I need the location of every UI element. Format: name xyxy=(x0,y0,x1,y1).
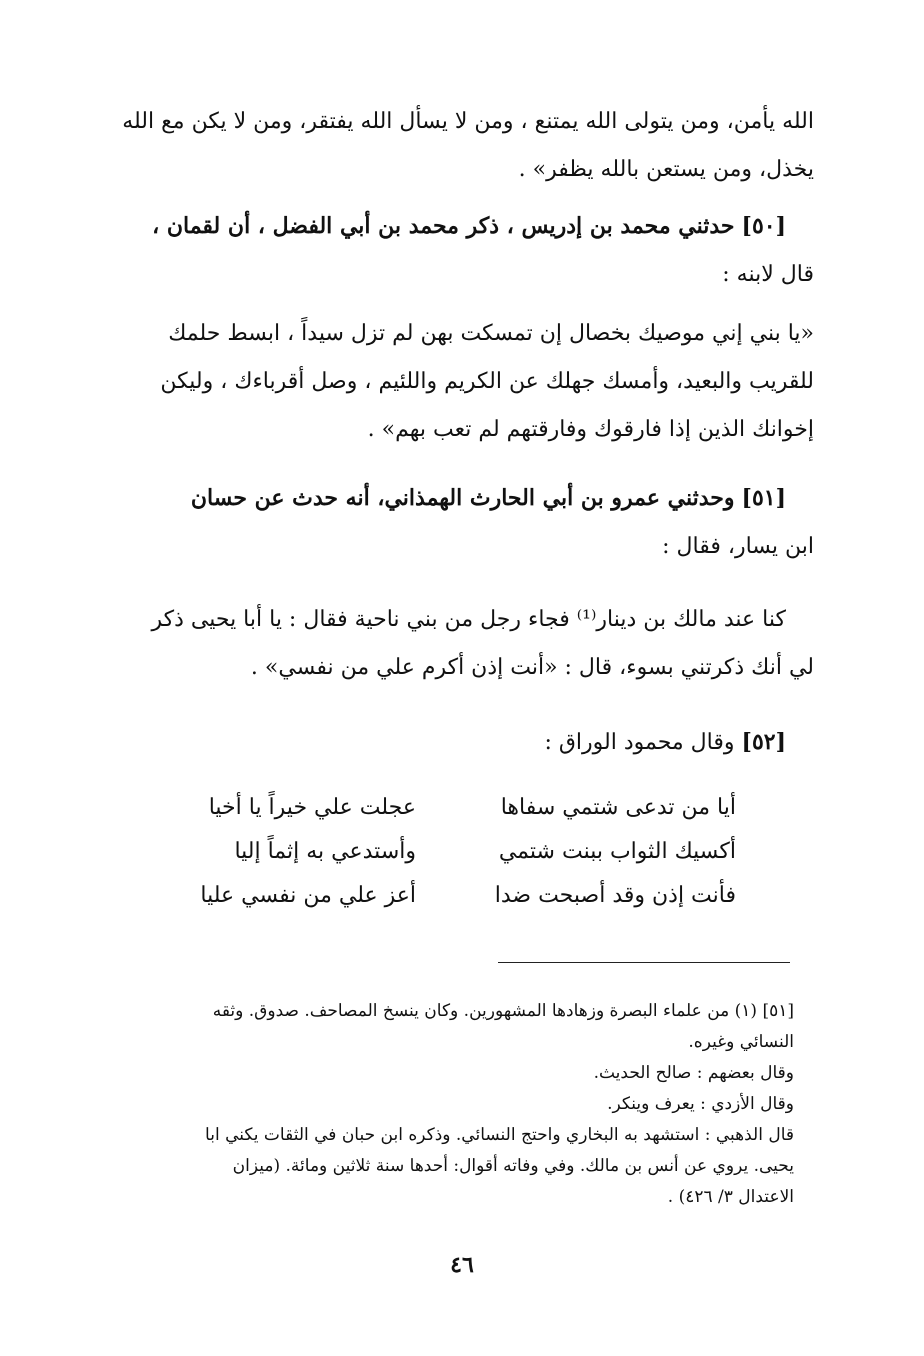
text-line: للقريب والبعيد، وأمسك جهلك عن الكريم واللئيم ، وصل أقرباءك ، وليكن xyxy=(160,369,814,394)
text-line: يخذل، ومن يستعن بالله يظفر» . xyxy=(518,157,814,182)
poem-hemistich-left: عجلت علي خيراً يا أخيا xyxy=(208,795,416,820)
paragraph-malik xyxy=(60,596,814,692)
paragraph-51 xyxy=(60,474,814,571)
paragraph-50 xyxy=(60,202,814,299)
poem xyxy=(116,786,736,918)
paragraph-52 xyxy=(60,718,814,767)
text-line: «يا بني إني موصيك بخصال إن تمسكت بهن لم تزل سيداً ، ابسط حلمك xyxy=(168,321,814,346)
text-line xyxy=(60,474,814,523)
text-line xyxy=(60,718,814,767)
poem-hemistich-right: فأنت إذن وقد أصبحت ضدا xyxy=(494,883,736,908)
text-line: ابن يسار، فقال : xyxy=(662,534,814,559)
text-line: إخوانك الذين إذا فارقوك وفارقتهم لم تعب بهم» . xyxy=(367,417,814,442)
footnote-line: قال الذهبي : استشهد به البخاري واحتج النسائي. وذكره ابن حبان في الثقات يكني ابا xyxy=(205,1125,794,1145)
footnotes xyxy=(60,996,794,1213)
text-line: لي أنك ذكرتني بسوء، قال : «أنت إذن أكرم علي من نفسي» . xyxy=(250,655,814,680)
footnote-line: النسائي وغيره. xyxy=(688,1032,794,1052)
entry-number: [٥٠] xyxy=(741,213,786,239)
poem-verse xyxy=(116,830,736,874)
poem-hemistich-right: أيا من تدعى شتمي سفاها xyxy=(500,795,736,820)
text-line: الله يأمن، ومن يتولى الله يمتنع ، ومن لا يسأل الله يفتقر، ومن لا يكن مع الله xyxy=(122,109,814,134)
paragraph-quote-luqman xyxy=(60,310,814,454)
page-number: ٤٦ xyxy=(450,1252,474,1278)
entry-number: [٥١] xyxy=(741,485,786,511)
footnote-line: وقال بعضهم : صالح الحديث. xyxy=(593,1063,794,1083)
entry-lead: وحدثني عمرو بن أبي الحارث الهمذاني، أنه حدث عن حسان xyxy=(190,485,735,511)
footnote-line: [٥١] (١) من علماء البصرة وزهادها المشهورين. وكان ينسخ المصاحف. صدوق. وثقه xyxy=(212,1001,794,1021)
poem-verse xyxy=(116,786,736,830)
entry-lead: حدثني محمد بن إدريس ، ذكر محمد بن أبي الفضل ، أن لقمان ، xyxy=(152,213,735,239)
paragraph-1 xyxy=(60,98,814,194)
poem-verse xyxy=(116,874,736,918)
poem-hemistich-left: وأستدعي به إثماً إليا xyxy=(234,839,416,864)
poem-hemistich-right: أكسيك الثواب ببنت شتمي xyxy=(498,839,736,864)
footnote-line: الاعتدال ٣/ ٤٢٦) . xyxy=(667,1187,794,1207)
entry-lead: وقال محمود الوراق : xyxy=(544,730,735,755)
text-line xyxy=(60,596,814,644)
poem-hemistich-left: أعز علي من نفسي عليا xyxy=(200,883,416,908)
text-content: كنا عند مالك بن دينار⁽¹⁾ فجاء رجل من بني ناحية فقال : يا أبا يحيى ذكر xyxy=(151,607,786,632)
footnote-line: يحيى. يروي عن أنس بن مالك. وفي وفاته أقوال: أحدها سنة ثلاثين ومائة. (ميزان xyxy=(232,1156,794,1176)
footnote-divider xyxy=(498,962,790,963)
text-line: قال لابنه : xyxy=(722,262,814,287)
entry-number: [٥٢] xyxy=(741,729,786,755)
text-line xyxy=(60,202,814,251)
footnote-line: وقال الأزدي : يعرف وينكر. xyxy=(607,1094,794,1114)
